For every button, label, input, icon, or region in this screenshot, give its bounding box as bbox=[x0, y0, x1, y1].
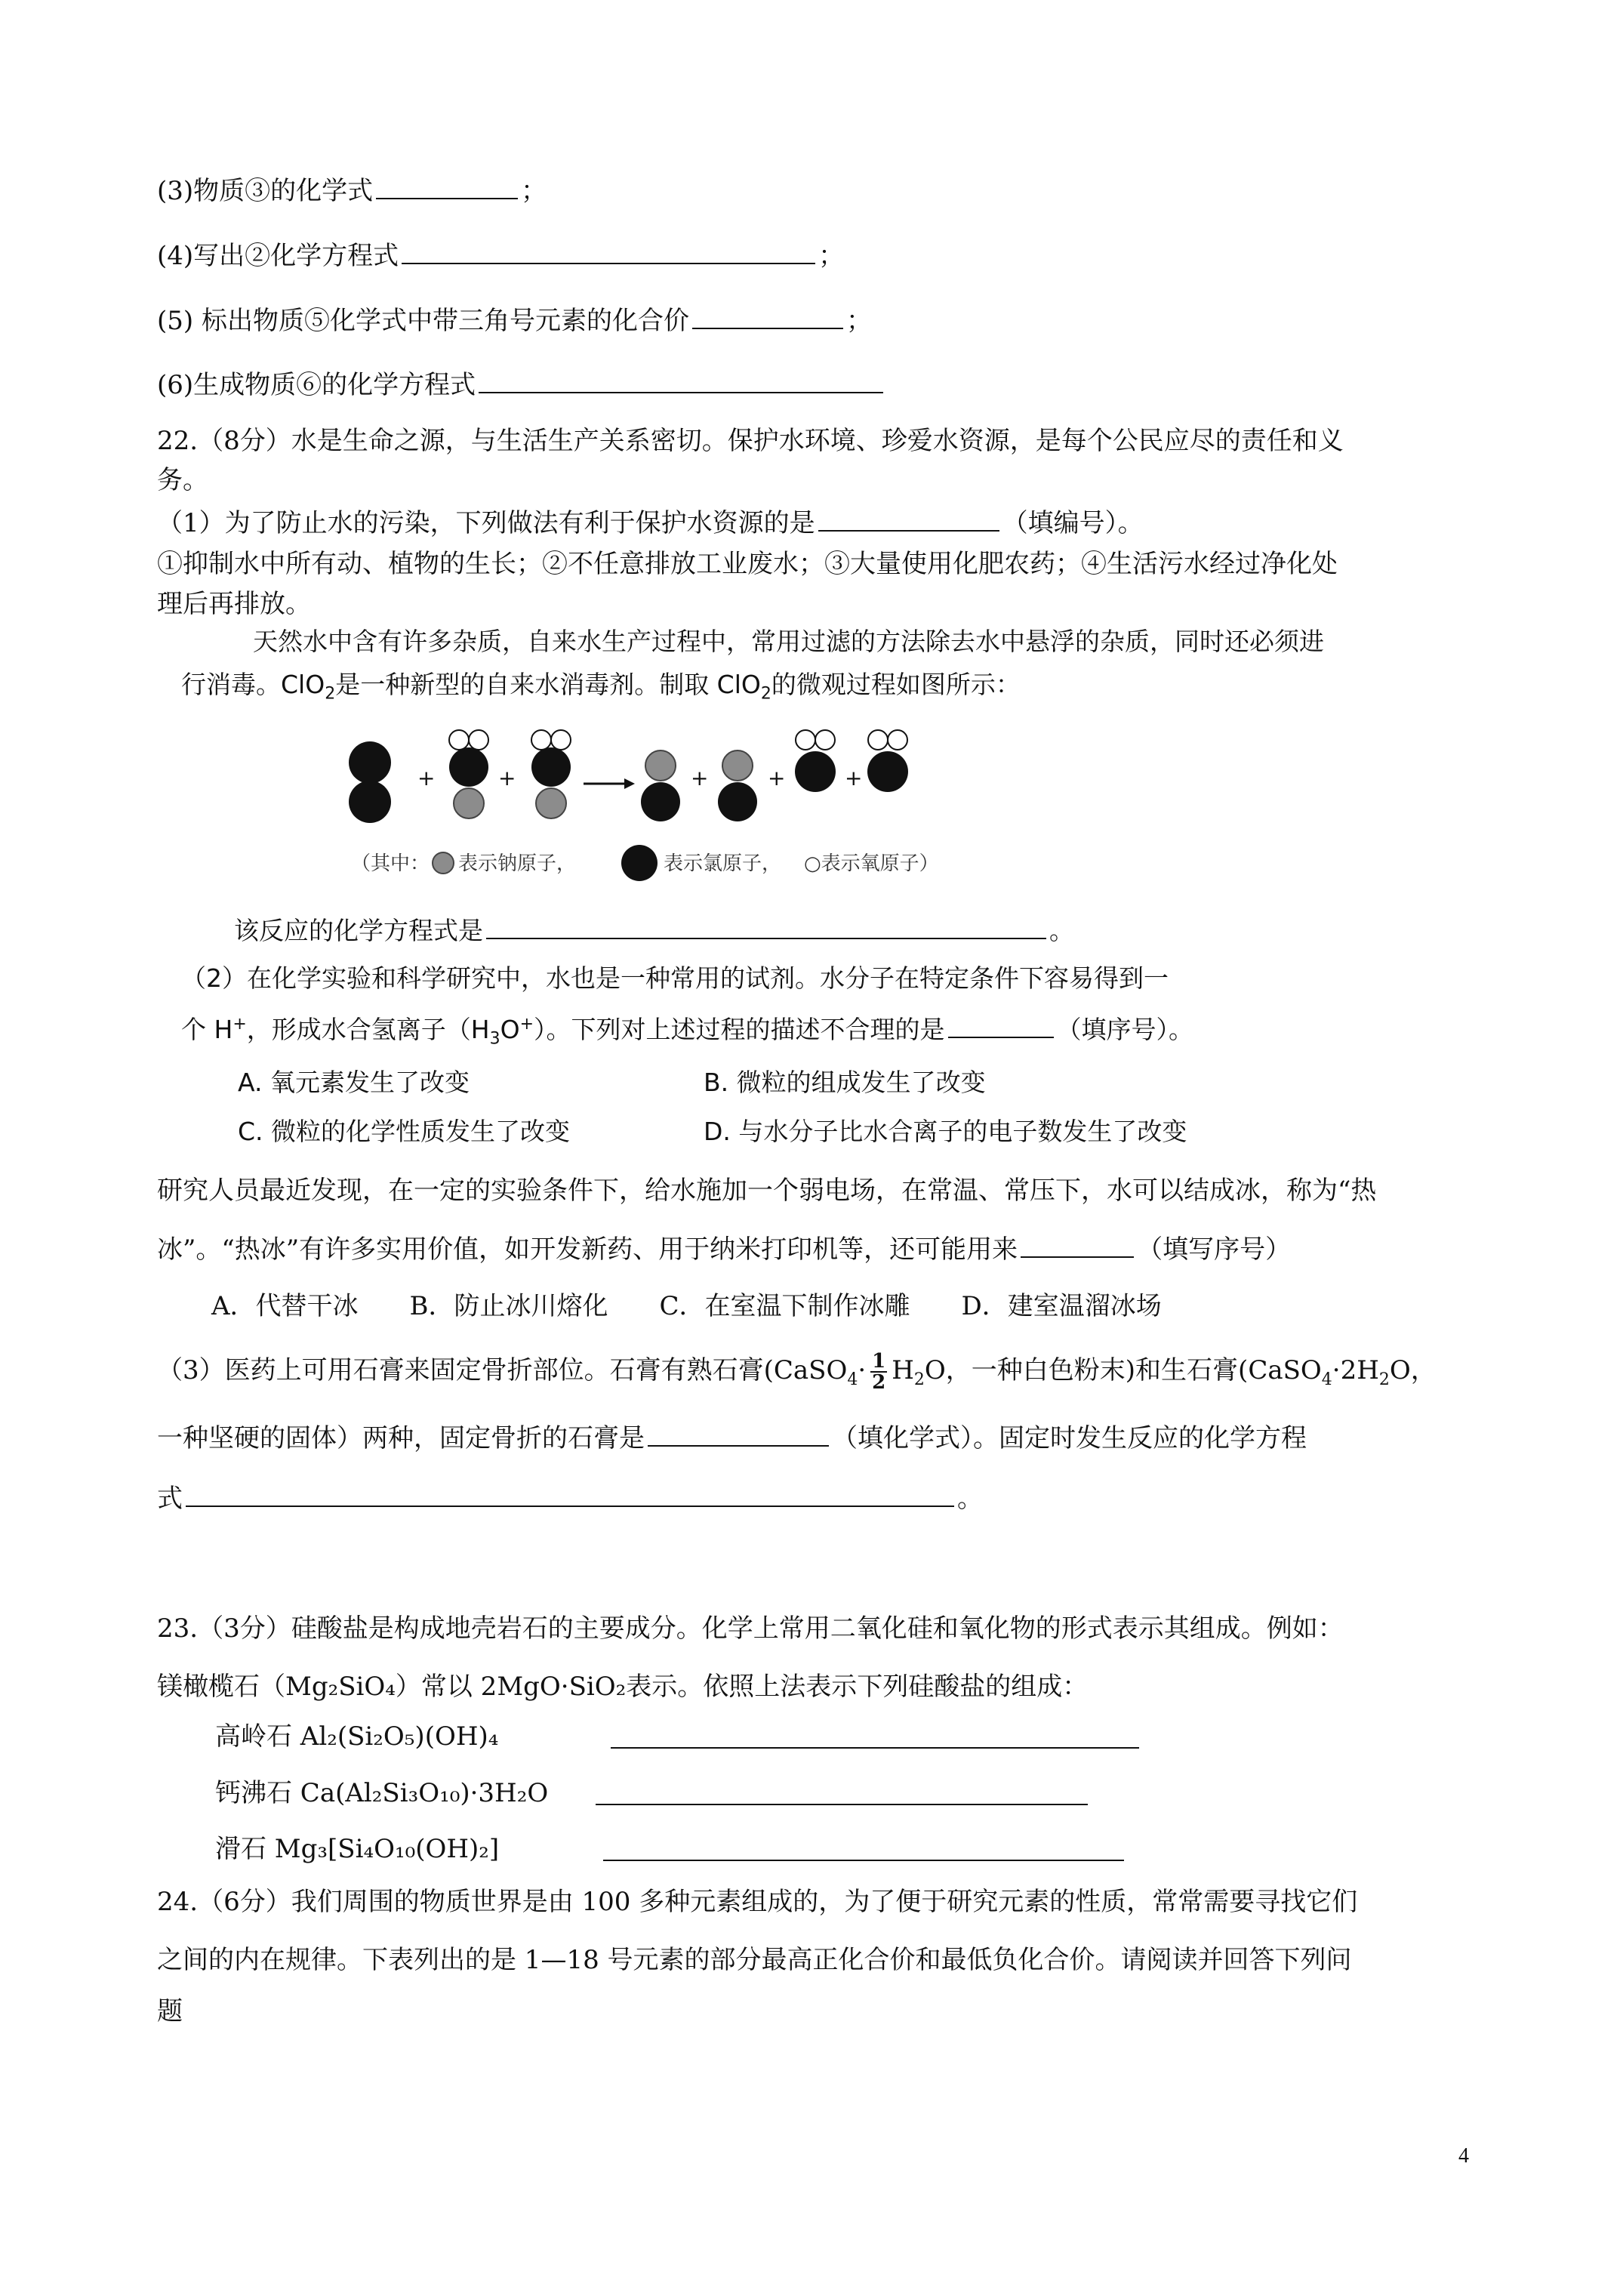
scan-text: 是一种新型的自来水消毒剂。制取 ClO bbox=[335, 670, 761, 699]
part3-text: O， bbox=[1389, 1355, 1437, 1385]
q22-part2-line1: （2）在化学实验和科学研究中，水也是一种常用的试剂。水分子在特定条件下容易得到一 bbox=[181, 963, 1169, 993]
mineral-label: 钙沸石 Ca(Al₂Si₃O₁₀)·3H₂O bbox=[215, 1778, 549, 1808]
part3-text: 式 bbox=[157, 1484, 183, 1514]
part3-text: 一种坚硬的固体）两种，固定骨折的石膏是 bbox=[157, 1423, 645, 1453]
hot-ice-options: A．代替干冰 B．防止冰川熔化 C．在室温下制作冰雕 D．建室温溜冰场 bbox=[211, 1291, 1162, 1321]
part2-text: ）。下列对上述过程的描述不合理的是 bbox=[534, 1015, 945, 1044]
option-a: A. 氧元素发生了改变 bbox=[238, 1068, 470, 1097]
subscript: 2 bbox=[760, 684, 771, 704]
part3-text: H bbox=[892, 1355, 914, 1385]
q22-heading-cont: 务。 bbox=[157, 465, 208, 495]
legend bbox=[351, 845, 939, 881]
answer-blank[interactable] bbox=[376, 172, 518, 199]
scan-text: 行消毒。ClO bbox=[181, 670, 325, 699]
answer-blank[interactable] bbox=[596, 1778, 1088, 1805]
q22-part3-line3 bbox=[157, 1480, 1495, 1517]
option-c: C. 微粒的化学性质发生了改变 bbox=[238, 1117, 571, 1146]
molecule-clo2-1 bbox=[795, 730, 836, 792]
q22-part1 bbox=[157, 504, 1495, 541]
part3-text: · bbox=[858, 1355, 867, 1385]
q23-heading: 23.（3分）硅酸盐是构成地壳岩石的主要成分。化学上常用二氧化硅和氧化物的形式表示其组成。例如： bbox=[157, 1613, 1344, 1644]
q22-heading: 22.（8分）水是生命之源，与生活生产关系密切。保护水环境、珍爱水资源，是每个公民应尽的责任和义 bbox=[157, 426, 1344, 456]
reaction-equation-line bbox=[234, 912, 1495, 949]
q23-heading-cont: 镁橄榄石（Mg₂SiO₄）常以 2MgO·SiO₂表示。依照上法表示下列硅酸盐的组成： bbox=[157, 1672, 1089, 1702]
answer-blank[interactable] bbox=[611, 1721, 1139, 1749]
scan-text-line2 bbox=[181, 667, 1495, 703]
equation-label: 该反应的化学方程式是 bbox=[234, 916, 483, 945]
hot-ice-suffix: （填写序号） bbox=[1137, 1234, 1292, 1265]
legend-sodium: 表示钠原子， bbox=[458, 852, 577, 875]
punct: ； bbox=[845, 306, 872, 336]
sodium-atom-icon bbox=[433, 852, 454, 874]
reaction-arrow bbox=[584, 778, 635, 789]
subscript: 3 bbox=[489, 1029, 500, 1049]
plus-sign: + bbox=[498, 766, 516, 791]
answer-blank[interactable] bbox=[479, 366, 883, 393]
q22-part1-options-cont: 理后再排放。 bbox=[157, 589, 311, 619]
punct: ； bbox=[818, 241, 845, 271]
part2-text: 个 H bbox=[181, 1015, 233, 1044]
plus-sign: + bbox=[417, 766, 436, 791]
q21-item4 bbox=[157, 237, 1495, 274]
mineral-label: 高岭石 Al₂(Si₂O₅)(OH)₄ bbox=[215, 1721, 499, 1752]
subscript: 4 bbox=[847, 1370, 858, 1389]
hot-ice-line1: 研究人员最近发现，在一定的实验条件下，给水施加一个弱电场，在常温、常压下，水可以结成冰，称为“热 bbox=[157, 1176, 1377, 1206]
subscript: 2 bbox=[1378, 1370, 1390, 1389]
chlorine-atom-icon bbox=[621, 845, 658, 881]
part3-text: （填化学式）。固定时发生反应的化学方程 bbox=[832, 1423, 1307, 1453]
q23-mineral-scolecite bbox=[215, 1775, 1495, 1811]
q22-part1-options: ①抑制水中所有动、植物的生长；②不任意排放工业废水；③大量使用化肥农药；④生活污水经过净化处 bbox=[157, 549, 1338, 579]
superscript: + bbox=[519, 1015, 534, 1034]
q21-item4-text: (4)写出②化学方程式 bbox=[157, 241, 399, 271]
q23-mineral-talc bbox=[215, 1831, 1495, 1867]
molecule-naclo2-1 bbox=[449, 730, 488, 818]
legend-prefix: （其中： bbox=[351, 852, 430, 875]
part2-text: （填序号）。 bbox=[1056, 1015, 1193, 1044]
superscript: + bbox=[233, 1015, 247, 1034]
mineral-label: 滑石 Mg₃[Si₄O₁₀(OH)₂] bbox=[215, 1834, 500, 1864]
fraction-half bbox=[870, 1351, 887, 1392]
subscript: 4 bbox=[1321, 1370, 1332, 1389]
part3-text: O，一种白色粉末)和生石膏(CaSO bbox=[924, 1355, 1322, 1385]
q21-item6 bbox=[157, 366, 1495, 403]
hot-ice-text: 冰”。“热冰”有许多实用价值，如开发新药、用于纳米打印机等，还可能用来 bbox=[157, 1234, 1018, 1265]
answer-blank[interactable] bbox=[818, 504, 999, 532]
page-number: 4 bbox=[1458, 2144, 1469, 2168]
part3-text: （3）医药上可用石膏来固定骨折部位。石膏有熟石膏(CaSO bbox=[157, 1355, 848, 1385]
scan-text-line1: 天然水中含有许多杂质，自来水生产过程中，常用过滤的方法除去水中悬浮的杂质，同时还必须进 bbox=[253, 627, 1324, 656]
q22-part2-line2 bbox=[181, 1011, 1495, 1048]
subscript: 2 bbox=[325, 684, 336, 704]
plus-sign: + bbox=[845, 766, 863, 791]
answer-blank[interactable] bbox=[1021, 1231, 1134, 1258]
q23-mineral-kaolinite bbox=[215, 1718, 1495, 1755]
q22-part1-text: （1）为了防止水的污染，下列做法有利于保护水资源的是 bbox=[157, 508, 815, 538]
answer-blank[interactable] bbox=[603, 1834, 1124, 1861]
option-b: B. 微粒的组成发生了改变 bbox=[704, 1068, 986, 1097]
q22-part3-line1 bbox=[157, 1351, 1495, 1392]
clo2-reaction-diagram bbox=[343, 725, 947, 914]
punct: 。 bbox=[957, 1484, 983, 1514]
molecule-clo2-2 bbox=[867, 730, 908, 792]
answer-blank[interactable] bbox=[402, 237, 815, 264]
fraction-denominator: 2 bbox=[872, 1371, 886, 1394]
part2-text: O bbox=[500, 1015, 520, 1044]
answer-blank[interactable] bbox=[648, 1419, 829, 1447]
q21-item5-text: (5) 标出物质⑤化学式中带三角号元素的化合价 bbox=[157, 306, 689, 336]
legend-chlorine: 表示氯原子， bbox=[664, 852, 782, 875]
subscript: 2 bbox=[913, 1370, 925, 1389]
punct: ； bbox=[521, 176, 547, 206]
q21-item3 bbox=[157, 172, 1495, 209]
answer-blank[interactable] bbox=[186, 1480, 954, 1507]
answer-blank[interactable] bbox=[692, 302, 843, 329]
q21-item3-text: (3)物质③的化学式 bbox=[157, 176, 374, 206]
q22-part1-suffix: （填编号）。 bbox=[1002, 508, 1144, 538]
q24-line3: 题 bbox=[157, 1996, 183, 2026]
fraction-numerator: 1 bbox=[872, 1350, 886, 1373]
molecule-naclo2-2 bbox=[531, 730, 571, 818]
part3-text: ·2H bbox=[1332, 1355, 1379, 1385]
q21-item5 bbox=[157, 302, 1495, 339]
answer-blank[interactable] bbox=[948, 1011, 1054, 1038]
molecule-nacl-1 bbox=[641, 750, 680, 821]
punct: 。 bbox=[1049, 916, 1074, 945]
plus-sign: + bbox=[768, 766, 786, 791]
plus-sign: + bbox=[691, 766, 709, 791]
q24-line1: 24.（6分）我们周围的物质世界是由 100 多种元素组成的，为了便于研究元素的性质，常常需要寻找它们 bbox=[157, 1887, 1358, 1917]
molecule-nacl-2 bbox=[718, 750, 757, 821]
q22-part3-line2 bbox=[157, 1419, 1495, 1456]
q21-item6-text: (6)生成物质⑥的化学方程式 bbox=[157, 370, 476, 400]
answer-blank[interactable] bbox=[486, 912, 1046, 939]
hot-ice-line2 bbox=[157, 1231, 1495, 1268]
option-d: D. 与水分子比水合离子的电子数发生了改变 bbox=[704, 1117, 1187, 1146]
part2-text: ，形成水合氢离子（H bbox=[246, 1015, 490, 1044]
legend-oxygen: ○表示氧原子） bbox=[804, 852, 939, 875]
scan-text: 的微观过程如图所示： bbox=[771, 670, 1021, 699]
molecule-cl2 bbox=[349, 741, 391, 823]
q24-line2: 之间的内在规律。下表列出的是 1—18 号元素的部分最高正化合价和最低负化合价。请阅读并回答下列问 bbox=[157, 1945, 1352, 1975]
